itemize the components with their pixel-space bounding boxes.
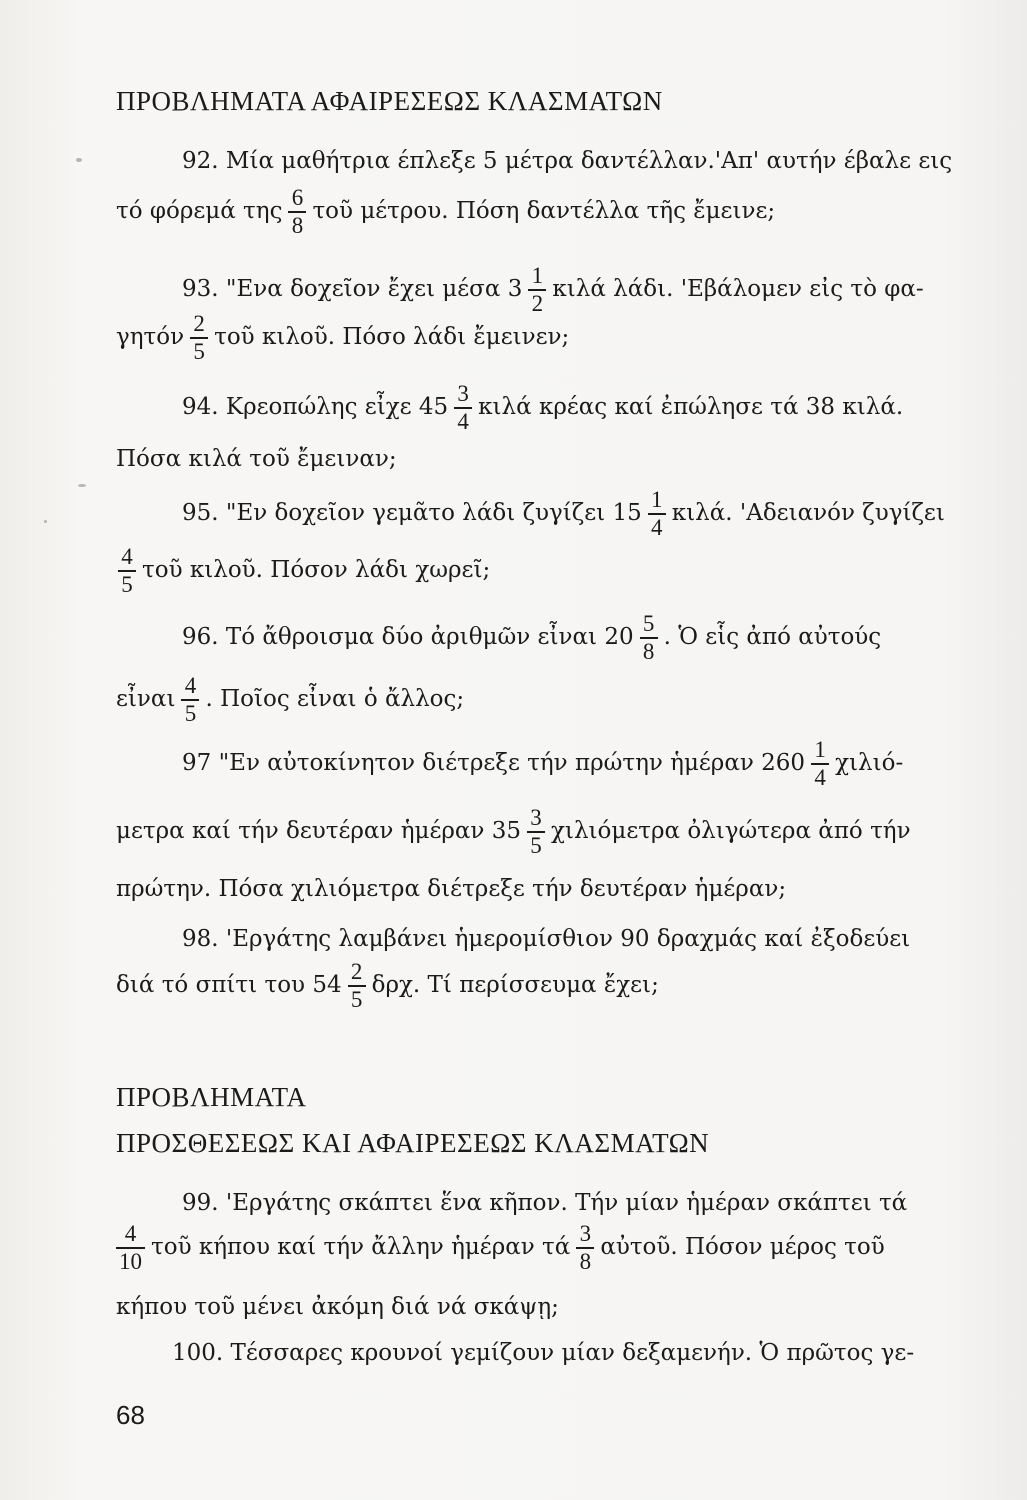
problem-97-text: μετρα καί τήν δευτέραν ἡμέραν 35 xyxy=(116,818,521,845)
problem-95-text: τοῦ κιλοῦ. Πόσον λάδι χωρεῖ; xyxy=(142,557,491,584)
problem-97-text: χιλιό- xyxy=(835,750,904,777)
problem-97-line-2 xyxy=(116,806,966,858)
problem-96-text: εἶναι xyxy=(116,686,176,713)
problem-97-text: χιλιόμετρα ὀλιγώτερα ἀπό τήν xyxy=(550,818,911,845)
fraction-numerator: 2 xyxy=(350,959,363,984)
problem-99-text: 99. 'Εργάτης σκάπτει ἕνα κῆπον. Τήν μίαν ἡμέραν σκάπτει τά xyxy=(182,1190,908,1216)
problem-95-text: 95. "Εν δοχεῖον γεμᾶτο λάδι ζυγίζει 15 xyxy=(182,500,642,527)
fraction-numerator: 3 xyxy=(530,805,542,830)
problem-93-text: 93. "Ενα δοχεῖον ἔχει μέσα 3 xyxy=(182,276,523,303)
problem-99-text: αὐτοῦ. Πόσον μέρος τοῦ xyxy=(600,1234,885,1261)
fraction-denominator: 4 xyxy=(457,408,469,434)
fraction-numerator: 2 xyxy=(193,311,205,336)
fraction-numerator: 4 xyxy=(121,544,133,569)
fraction xyxy=(181,674,199,726)
fraction-denominator: 5 xyxy=(193,338,205,364)
fraction-denominator: 8 xyxy=(642,638,655,664)
page-number: 68 xyxy=(116,1400,145,1430)
section-heading-subtraction: ΠΡΟΒΛΗΜΑΤΑ ΑΦΑΙΡΕΣΕΩΣ ΚΛΑΣΜΑΤΩΝ xyxy=(116,86,663,116)
problem-94-text: 94. Κρεοπώλης εἶχε 45 xyxy=(182,394,449,421)
problem-100-line-1 xyxy=(172,1342,956,1365)
problem-93-text: κιλά λάδι. 'Εβάλομεν εἰς τὸ φα- xyxy=(552,276,924,303)
problem-95-line-2 xyxy=(112,545,962,597)
scan-speck xyxy=(44,520,47,523)
problem-92-text: τοῦ μέτρου. Πόση δαντέλλα τῆς ἔμεινε; xyxy=(312,198,776,225)
problem-96-text: . Ποῖος εἶναι ὁ ἄλλος; xyxy=(205,686,465,713)
problem-96-text: . Ὁ εἷς ἀπό αὐτούς xyxy=(663,624,882,651)
fraction xyxy=(454,382,472,434)
fraction-denominator: 5 xyxy=(530,832,542,858)
fraction-numerator: 1 xyxy=(531,263,544,288)
problem-99-text: κήπου τοῦ μένει ἀκόμη διά νά σκάψῃ; xyxy=(116,1294,559,1320)
problem-99-line-3 xyxy=(116,1296,966,1319)
problem-99-line-1 xyxy=(182,1192,966,1215)
fraction-denominator: 10 xyxy=(119,1248,142,1274)
problem-97-text: 97 "Εν αὐτοκίνητον διέτρεξε τήν πρώτην ἡμέραν 260 xyxy=(182,750,806,777)
problem-94-line-1 xyxy=(182,382,966,434)
problem-92-text: τό φόρεμά της xyxy=(116,198,283,225)
fraction xyxy=(811,738,829,790)
fraction-denominator: 8 xyxy=(291,212,304,238)
problem-94-text: Πόσα κιλά τοῦ ἔμειναν; xyxy=(116,446,397,472)
fraction-numerator: 6 xyxy=(291,185,304,210)
fraction xyxy=(576,1222,594,1274)
fraction-numerator: 1 xyxy=(651,487,663,512)
problem-99-text: τοῦ κήπου καί τήν ἄλλην ἡμέραν τά xyxy=(151,1234,571,1261)
problem-93-line-2 xyxy=(116,312,966,364)
problem-98-line-1 xyxy=(182,928,966,951)
problem-92-line-2 xyxy=(116,186,966,238)
fraction-numerator: 4 xyxy=(124,1221,137,1246)
problem-96-line-2 xyxy=(116,674,966,726)
fraction-denominator: 4 xyxy=(814,764,826,790)
fraction-denominator: 5 xyxy=(184,700,197,726)
fraction-denominator: 2 xyxy=(531,290,544,316)
fraction-denominator: 8 xyxy=(579,1248,592,1274)
fraction xyxy=(190,312,208,364)
problem-92-text: 92. Μία μαθήτρια έπλεξε 5 μέτρα δαντέλλαν.'Απ' αυτήν έβαλε εις xyxy=(182,148,953,174)
problem-94-line-2 xyxy=(116,448,966,471)
problem-98-text: διά τό σπίτι του 54 xyxy=(116,972,342,999)
fraction xyxy=(528,264,546,316)
problem-95-text: κιλά. 'Αδειανόν ζυγίζει xyxy=(671,500,945,527)
problem-97-line-3 xyxy=(116,878,966,901)
fraction-denominator: 5 xyxy=(121,571,133,597)
fraction-denominator: 5 xyxy=(350,986,363,1012)
problem-92-line-1 xyxy=(182,150,966,173)
problem-100-text: 100. Τέσσαρες κρουνοί γεμίζουν μίαν δεξαμενήν. Ὁ πρῶτος γε- xyxy=(172,1340,915,1366)
fraction-numerator: 5 xyxy=(642,611,655,636)
problem-93-text: τοῦ κιλοῦ. Πόσο λάδι ἔμεινεν; xyxy=(214,324,570,351)
problem-99-line-2 xyxy=(110,1222,960,1274)
fraction xyxy=(118,545,136,597)
problem-97-text: πρώτην. Πόσα χιλιόμετρα διέτρεξε τήν δευτέραν ἡμέραν; xyxy=(116,876,787,902)
fraction xyxy=(288,186,306,238)
fraction xyxy=(116,1222,145,1274)
problem-98-line-2 xyxy=(116,960,966,1012)
fraction-numerator: 3 xyxy=(457,381,469,406)
section-heading-problems: ΠΡΟΒΛΗΜΑΤΑ xyxy=(116,1082,307,1112)
fraction-numerator: 4 xyxy=(184,673,197,698)
fraction xyxy=(348,960,366,1012)
problem-97-line-1 xyxy=(182,738,966,790)
section-heading-addition-subtraction: ΠΡΟΣΘΕΣΕΩΣ ΚΑΙ ΑΦΑΙΡΕΣΕΩΣ ΚΛΑΣΜΑΤΩΝ xyxy=(116,1128,710,1158)
problem-96-text: 96. Τό ἄθροισμα δύο ἀριθμῶν εἶναι 20 xyxy=(182,624,634,651)
fraction-numerator: 3 xyxy=(579,1221,592,1246)
problem-95-line-1 xyxy=(182,488,966,540)
fraction-numerator: 1 xyxy=(814,737,826,762)
problem-98-text: δρχ. Τί περίσσευμα ἔχει; xyxy=(371,972,659,999)
problem-94-text: κιλά κρέας καί ἐπώλησε τά 38 κιλά. xyxy=(478,394,904,421)
fraction xyxy=(527,806,545,858)
fraction-denominator: 4 xyxy=(651,514,663,540)
problem-93-line-1 xyxy=(182,264,966,316)
problem-96-line-1 xyxy=(182,612,966,664)
scan-speck xyxy=(76,158,82,162)
fraction xyxy=(648,488,666,540)
fraction xyxy=(640,612,658,664)
problem-93-text: γητόν xyxy=(116,324,185,351)
problem-98-text: 98. 'Εργάτης λαμβάνει ἡμερομίσθιον 90 δραχμάς καί ἐξοδεύει xyxy=(182,926,911,952)
scan-speck xyxy=(78,484,86,487)
